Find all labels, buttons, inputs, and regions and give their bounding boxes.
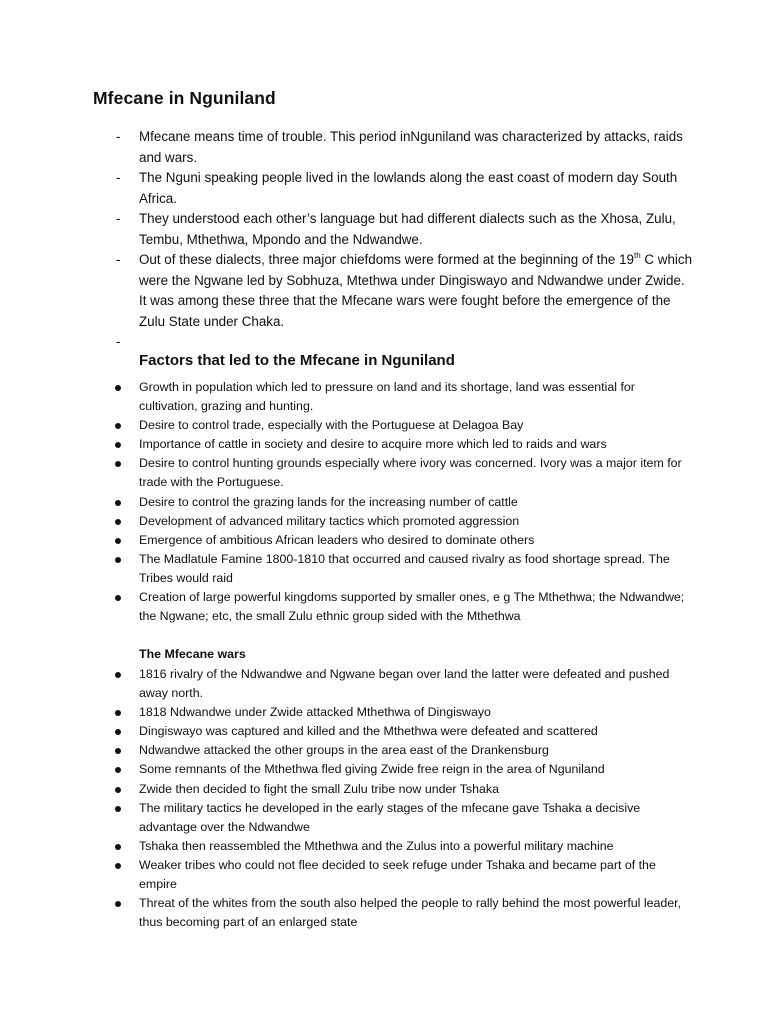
list-item: The Madlatule Famine 1800-1810 that occurred and caused rivalry as food shortage spread. The Tribes would raid [93, 550, 693, 588]
list-item: Ndwandwe attacked the other groups in the area east of the Drankensburg [93, 741, 693, 760]
factors-heading: Factors that led to the Mfecane in Nguniland [139, 352, 455, 369]
page-title: Mfecane in Nguniland [93, 88, 276, 108]
list-item: Threat of the whites from the south also helped the people to rally behind the most powerful leader, thus becoming part of an enlarged state [93, 894, 693, 932]
list-item: - Mfecane means time of trouble. This period inNguniland was characterized by attacks, raids and wars. [93, 127, 693, 168]
list-item: Growth in population which led to pressure on land and its shortage, land was essential for cultivation, grazing and hunting. [93, 378, 693, 416]
list-item: Desire to control the grazing lands for the increasing number of cattle [93, 493, 693, 512]
list-item: 1816 rivalry of the Ndwandwe and Ngwane began over land the latter were defeated and pushed away north. [93, 665, 693, 703]
list-item: The military tactics he developed in the early stages of the mfecane gave Tshaka a decisive advantage over the Ndwandwe [93, 799, 693, 837]
list-item: Zwide then decided to fight the small Zulu tribe now under Tshaka [93, 780, 693, 799]
list-item: Tshaka then reassembled the Mthethwa and the Zulus into a powerful military machine [93, 837, 693, 856]
chiefdoms-text-after: C which were the Ngwane led by Sobhuza, Mtethwa under Dingiswayo and Ndwandwe under Zwide. It was among these three that the Mfecane wars were fought before the emergence of the Zulu State under Chaka. [139, 252, 693, 329]
list-item: - They understood each other’s language but had different dialects such as the Xhosa, Zulu, Tembu, Mthethwa, Mpondo and the Ndwandwe. [93, 209, 693, 250]
list-item: Desire to control trade, especially with the Portuguese at Delagoa Bay [93, 416, 693, 435]
empty-list-item [93, 332, 693, 353]
intro-dash-list [93, 127, 693, 353]
chiefdoms-text-before: Out of these dialects, three major chiefdoms were formed at the beginning of the 19 [139, 252, 634, 267]
list-item: Emergence of ambitious African leaders who desired to dominate others [93, 531, 693, 550]
list-item: Development of advanced military tactics which promoted aggression [93, 512, 693, 531]
factors-list [93, 378, 693, 626]
ordinal-superscript: th [634, 250, 641, 260]
wars-heading: The Mfecane wars [139, 647, 246, 661]
list-item-chiefdoms [93, 250, 693, 332]
list-item: Creation of large powerful kingdoms supported by smaller ones, e g The Mthethwa; the Ndwandwe; the Ngwane; etc, the small Zulu ethnic group sided with the Mthethwa [93, 588, 693, 626]
list-item: Importance of cattle in society and desire to acquire more which led to raids and wars [93, 435, 693, 454]
list-item: 1818 Ndwandwe under Zwide attacked Mthethwa of Dingiswayo [93, 703, 693, 722]
wars-list [93, 665, 693, 932]
list-item: Desire to control hunting grounds especially where ivory was concerned. Ivory was a major item for trade with the Portuguese. [93, 454, 693, 492]
list-item: Weaker tribes who could not flee decided to seek refuge under Tshaka and became part of the empire [93, 856, 693, 894]
list-item: - The Nguni speaking people lived in the lowlands along the east coast of modern day South Africa. [93, 168, 693, 209]
list-item: Dingiswayo was captured and killed and the Mthethwa were defeated and scattered [93, 722, 693, 741]
list-item: Some remnants of the Mthethwa fled giving Zwide free reign in the area of Nguniland [93, 760, 693, 779]
